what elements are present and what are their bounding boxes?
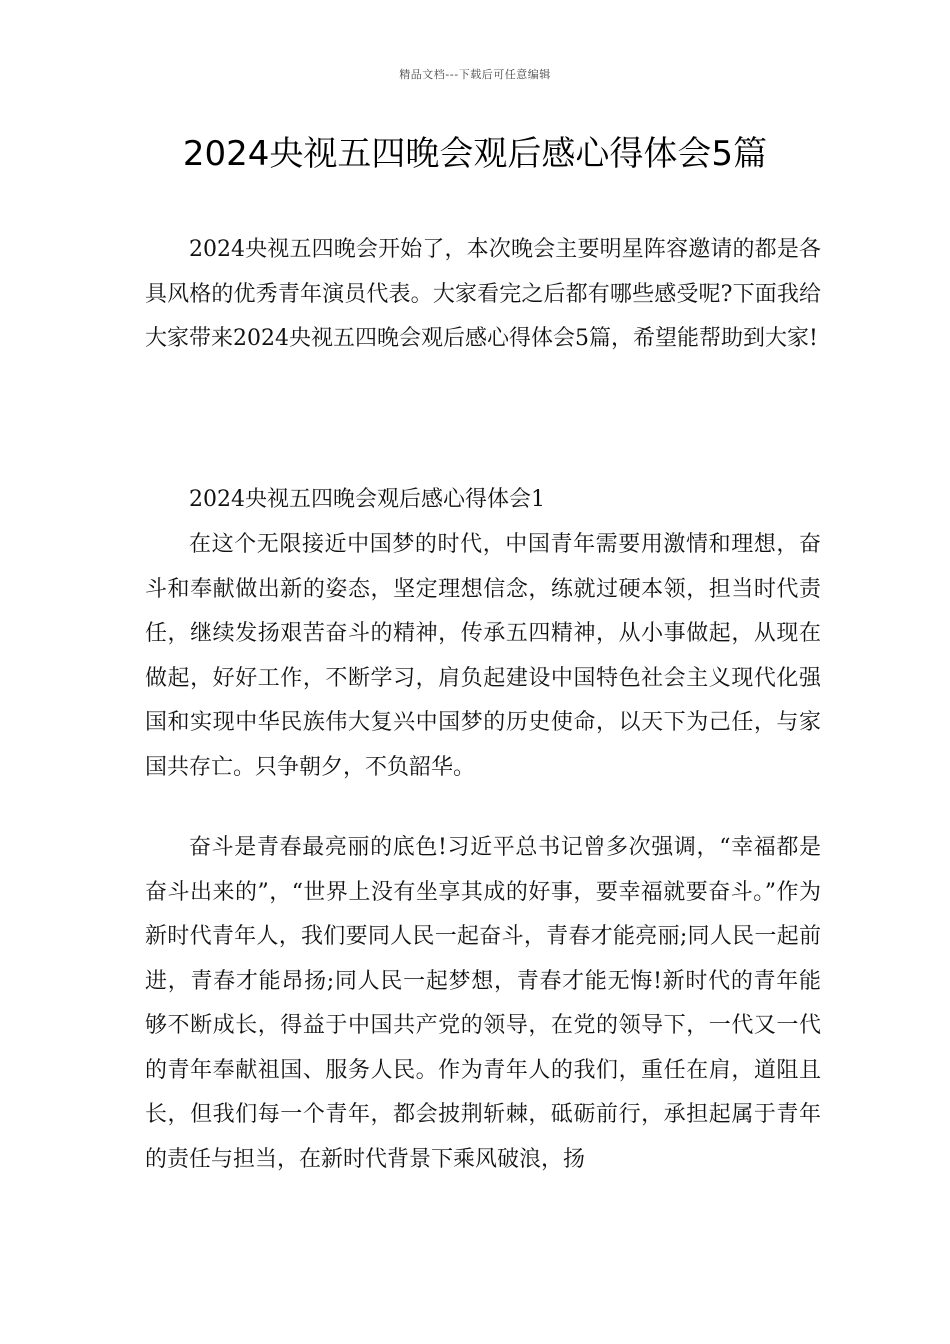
header-note: 精品文档---下载后可任意编辑 xyxy=(399,68,551,81)
body-paragraph: 在这个无限接近中国梦的时代，中国青年需要用激情和理想，奋斗和奉献做出新的姿态，坚定理想信念，练就过硬本领，担当时代责任，继续发扬艰苦奋斗的精神，传承五四精神，从小事做起，从现在做起，好好工作，不断学习，肩负起建设中国特色社会主义现代化强国和实现中华民族伟大复兴中国梦的历史使命，以天下为己任，与家国共存亡。只争朝夕，不负韶华。 xyxy=(145,532,821,780)
intro-paragraph: 2024央视五四晚会开始了，本次晚会主要明星阵容邀请的都是各具风格的优秀青年演员代表。大家看完之后都有哪些感受呢?下面我给大家带来2024央视五四晚会观后感心得体会5篇，希望能帮助到大家! xyxy=(145,237,821,351)
body-paragraph: 奋斗是青春最亮丽的底色!习近平总书记曾多次强调，“幸福都是奋斗出来的”，“世界上没有坐享其成的好事，要幸福就要奋斗。”作为新时代青年人，我们要同人民一起奋斗，青春才能亮丽;同人民一起前进，青春才能昂扬;同人民一起梦想，青春才能无悔!新时代的青年能够不断成长，得益于中国共产党的领导，在党的领导下，一代又一代的青年奉献祖国、服务人民。作为青年人的我们，重任在肩，道阻且长，但我们每一个青年，都会披荆斩棘，砥砺前行，承担起属于青年的责任与担当，在新时代背景下乘风破浪，扬 xyxy=(145,835,821,1172)
section-heading: 2024央视五四晚会观后感心得体会1 xyxy=(189,487,545,512)
document-title: 2024央视五四晚会观后感心得体会5篇 xyxy=(182,134,768,174)
